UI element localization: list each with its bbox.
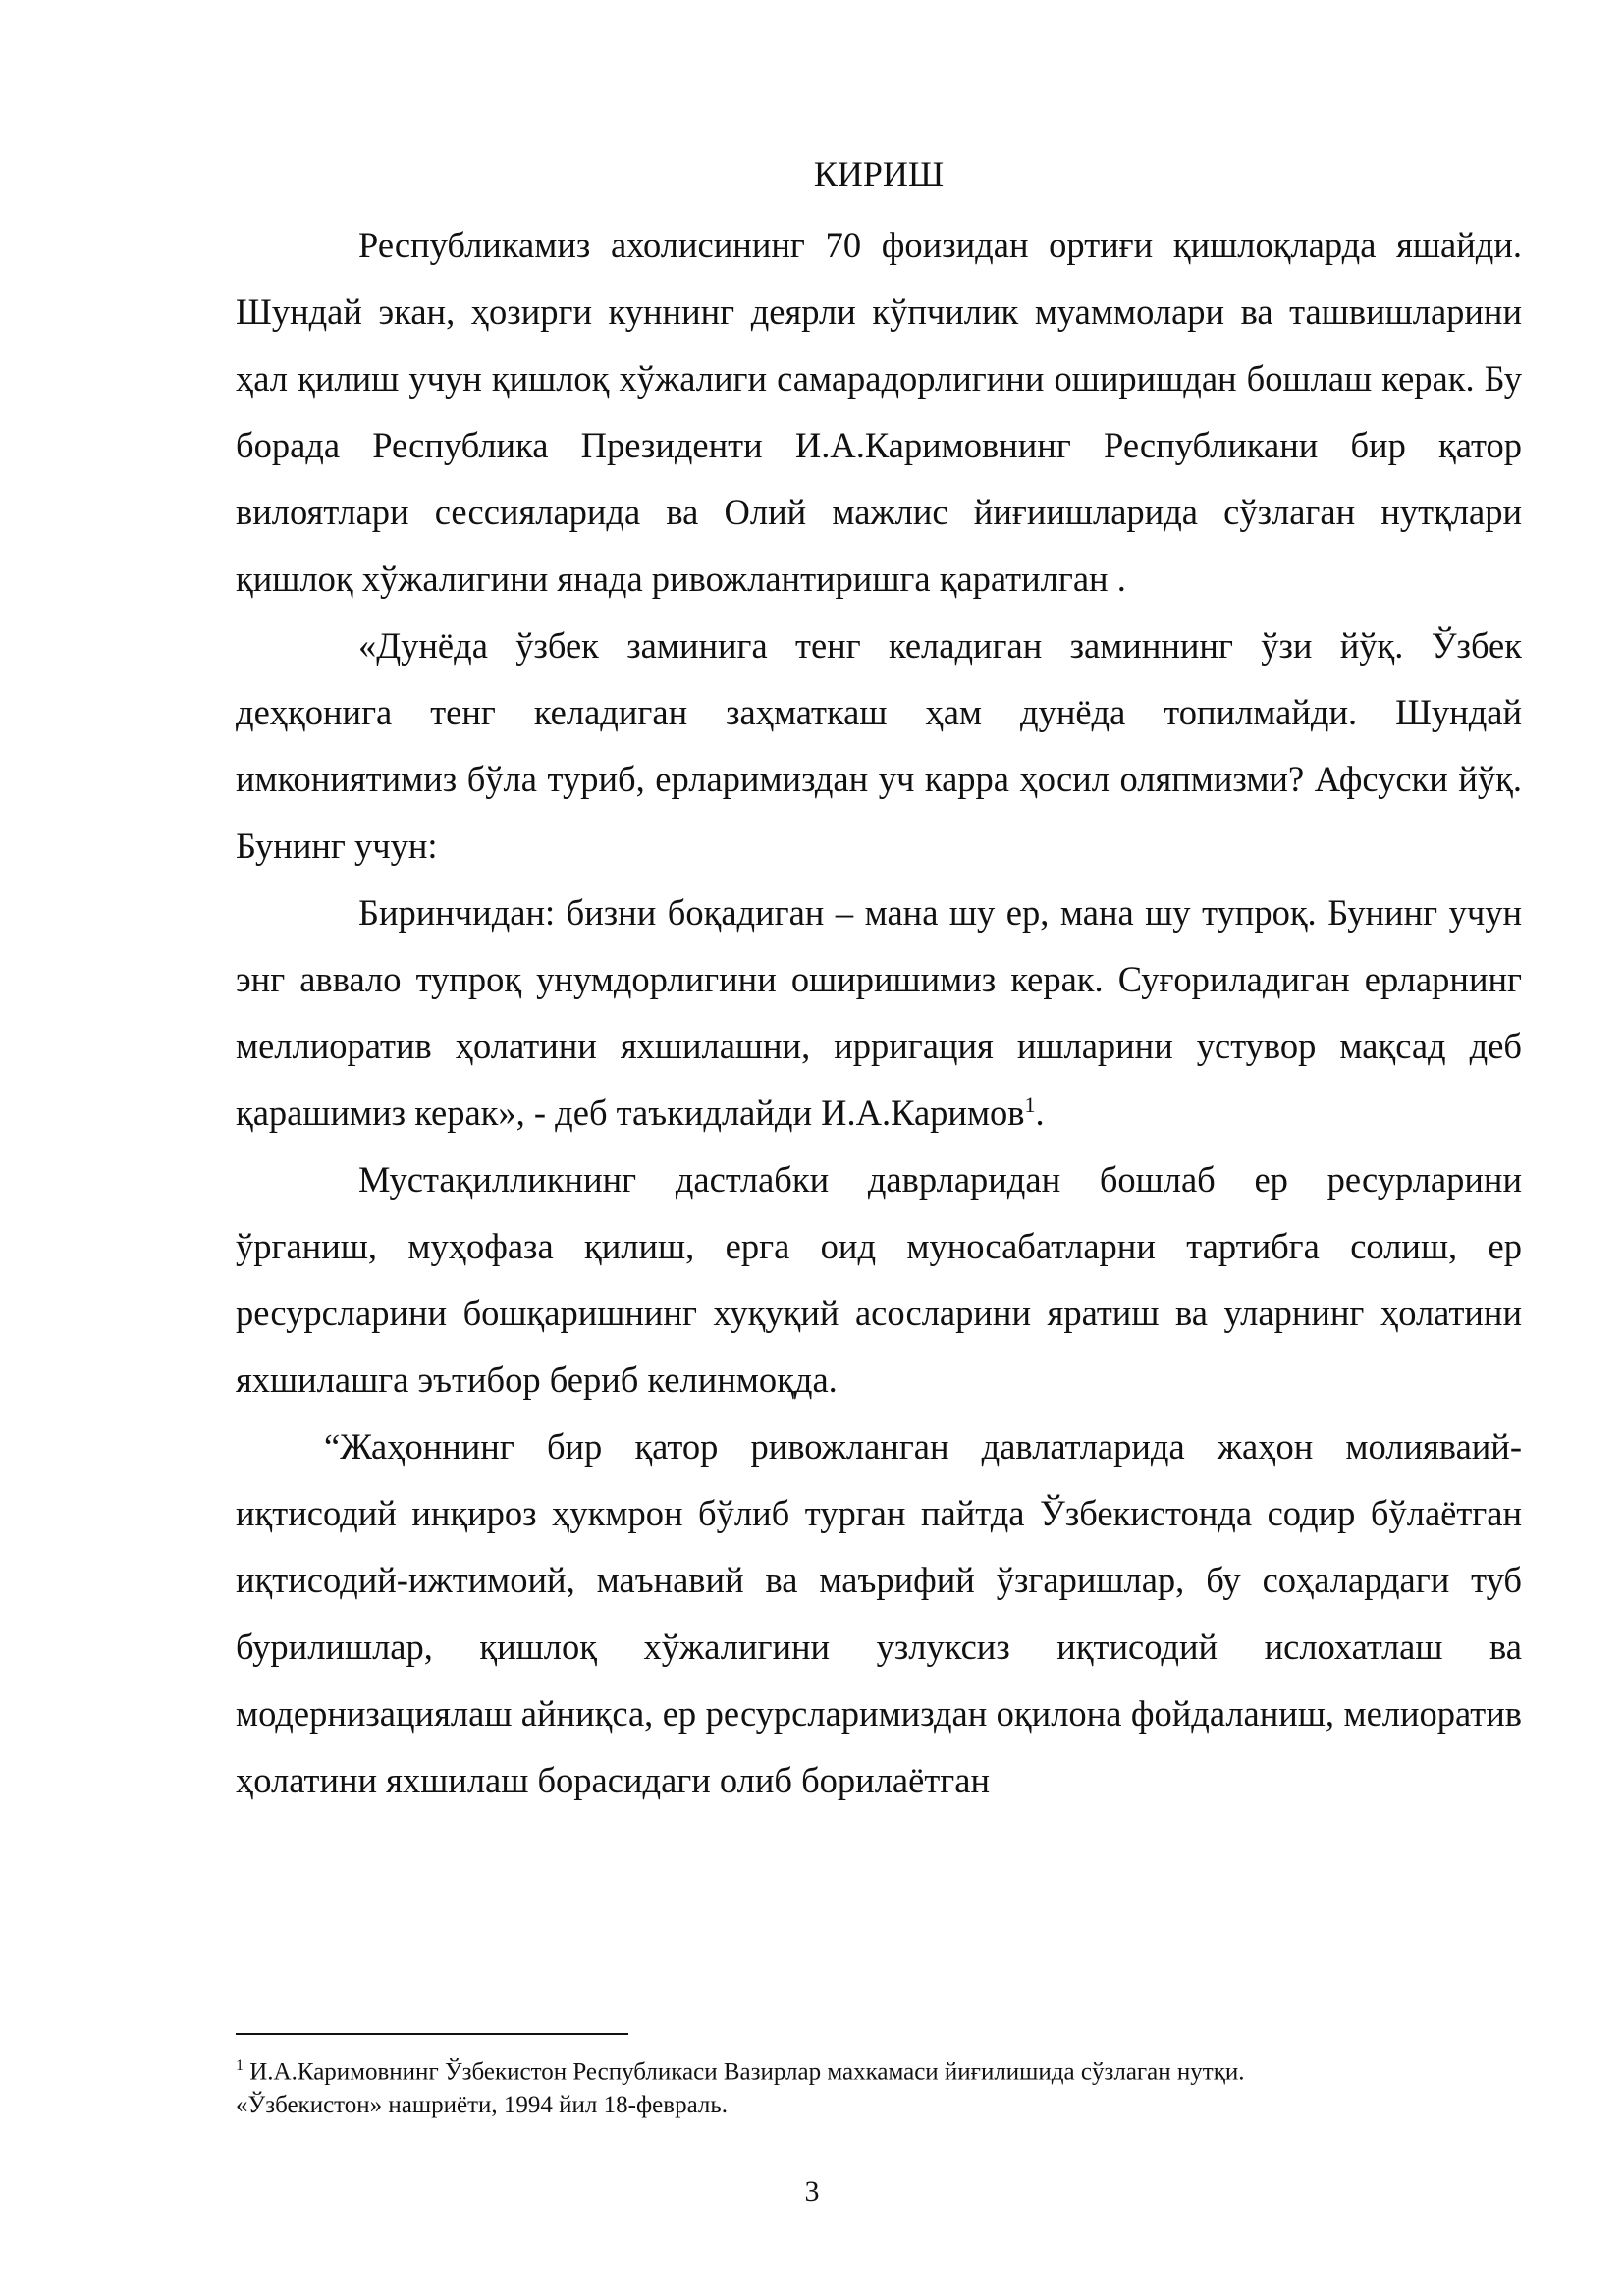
paragraph-5-quote: “Жаҳоннинг бир қатор ривожланган давлатларида жаҳон молияваий-иқтисодий инқироз ҳукмрон бўлиб турган пайтда Ўзбекистонда содир бўлаётган иқтисодий-ижтимоий, маънавий ва маърифий ўзгаришлар, бу соҳалардаги туб бурилишлар, қишлоқ хўжалигини узлуксиз иқтисодий ислохатлаш ва модернизациялаш айниқса, ер ресурсларимиздан оқилона фойдаланиш, мелиоратив ҳолатини яхшилаш борасидаги олиб борилаётган xyxy=(236,1426,1522,1800)
footnote-number: 1 xyxy=(236,2057,244,2074)
paragraph-3 xyxy=(236,880,1522,1147)
footnote xyxy=(236,2050,1522,2122)
footnote-text-1: И.А.Каримовнинг Ўзбекистон Республикаси Вазирлар махкамаси йиғилишида сўзлаган нутқи. xyxy=(244,2058,1245,2086)
footnote-line-2: «Ўзбекистон» нашриёти, 1994 йил 18-февраль. xyxy=(236,2092,729,2119)
paragraph-3-text: Биринчидан: бизни боқадиган – мана шу ер, мана шу тупроқ. Бунинг учун энг аввало тупроқ унумдорлигини оширишимиз керак. Суғориладиган ерларнинг меллиоратив ҳолатини яхшилашни, ирригация ишларини устувор мақсад деб қарашимиз керак», - деб таъкидлайди И.А.Каримов xyxy=(236,892,1522,1133)
footnote-line-1 xyxy=(236,2050,1522,2089)
paragraph-1: Республикамиз ахолисининг 70 фоизидан ортиғи қишлоқларда яшайди. Шундай экан, ҳозирги куннинг деярли кўпчилик муаммолари ва ташвишларини ҳал қилиш учун қишлоқ хўжалиги самарадорлигини оширишдан бошлаш керак. Бу борада Республика Президенти И.А.Каримовнинг Республикани бир қатор вилоятлари сессияларида ва Олий мажлис йиғиишларида сўзлаган нутқлари қишлоқ хўжалигини янада ривожлантиришга қаратилган . xyxy=(236,225,1522,599)
paragraph-4: Мустақилликнинг дастлабки даврларидан бошлаб ер ресурларини ўрганиш, муҳофаза қилиш, ерга оид муносабатларни тартибга солиш, ер ресурсларини бошқаришнинг хуқуқий асосларини яратиш ва уларнинг ҳолатини яхшилашга эътибор бериб келинмоқда. xyxy=(236,1159,1522,1400)
page-title: КИРИШ xyxy=(813,154,945,193)
paragraph-2-quote: «Дунёда ўзбек заминига тенг келадиган заминнинг ўзи йўқ. Ўзбек деҳқонига тенг келадиган заҳматкаш ҳам дунёда топилмайди. Шундай имкониятимиз бўла туриб, ерларимиздан уч карра ҳосил оляпмизми? Афсуски йўқ. Бунинг учун: xyxy=(236,625,1522,866)
paragraph-3-end: . xyxy=(1035,1093,1045,1133)
footnote-separator xyxy=(236,2033,628,2035)
footnote-reference[interactable]: 1 xyxy=(1024,1092,1036,1117)
document-body xyxy=(236,212,1522,1814)
page-number: 3 xyxy=(804,2175,820,2208)
